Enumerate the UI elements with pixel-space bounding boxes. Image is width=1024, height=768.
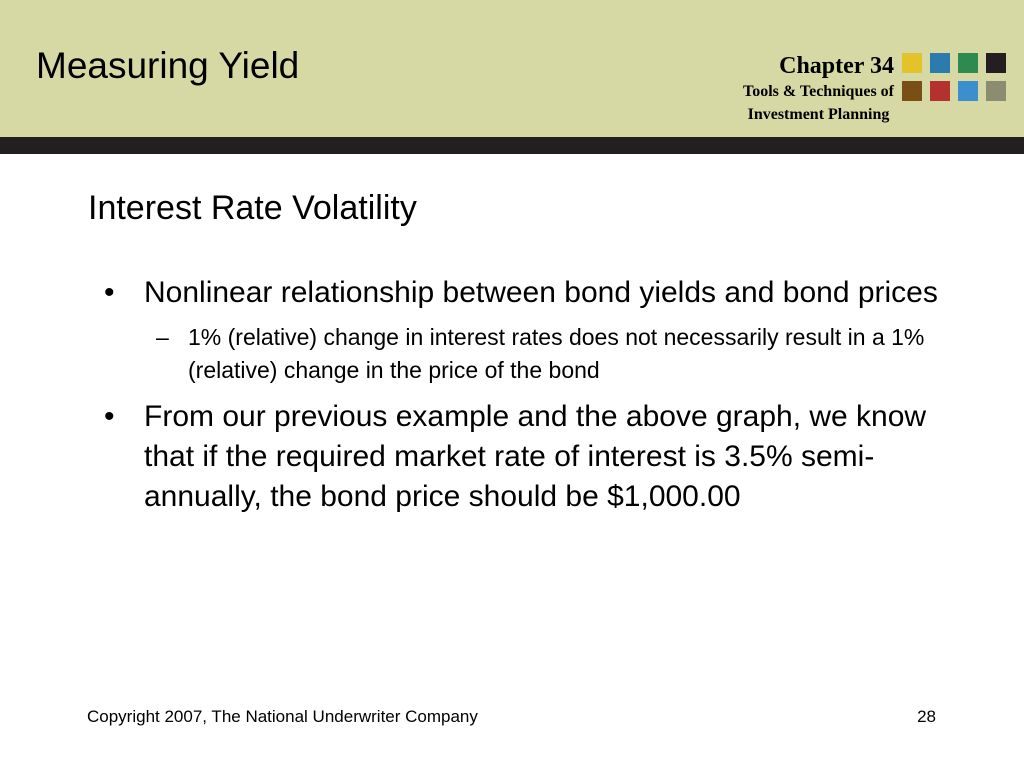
decor-square: [902, 53, 922, 73]
decor-square: [986, 81, 1006, 101]
decorative-squares: [902, 53, 1006, 103]
bullet-text: From our previous example and the above graph, we know that if the required market rate of interest is 3.5% semi-annually, the bond price should be $1,000.00: [144, 400, 927, 513]
decor-square: [902, 81, 922, 101]
header-divider: [0, 137, 1024, 154]
bullet-text: Nonlinear relationship between bond yields and bond prices: [144, 276, 938, 309]
section-heading: Interest Rate Volatility: [88, 189, 417, 227]
bullet-list: [100, 273, 980, 517]
sub-bullet-text: 1% (relative) change in interest rates does not necessarily result in a 1% (relative) change in the price of the bond: [188, 324, 925, 383]
chapter-block: [743, 52, 894, 126]
chapter-subtitle-line1: Tools & Techniques of: [742, 83, 894, 100]
chapter-title: Chapter 34: [779, 53, 894, 79]
decor-square: [986, 53, 1006, 73]
bullet-marker: •: [104, 400, 115, 433]
bullet-item: [100, 273, 980, 313]
page-number: 28: [917, 707, 936, 726]
chapter-subtitle-line2: Investment Planning: [747, 106, 890, 123]
bullet-item: [100, 397, 980, 517]
decor-square: [958, 53, 978, 73]
sub-bullet-item: [100, 321, 980, 387]
slide-title: Measuring Yield: [36, 45, 300, 86]
decor-square: [958, 81, 978, 101]
decor-square: [930, 81, 950, 101]
decor-square: [930, 53, 950, 73]
bullet-marker: •: [104, 276, 115, 309]
sub-bullet-marker: –: [156, 324, 169, 350]
footer-copyright: Copyright 2007, The National Underwriter Company: [87, 707, 478, 726]
